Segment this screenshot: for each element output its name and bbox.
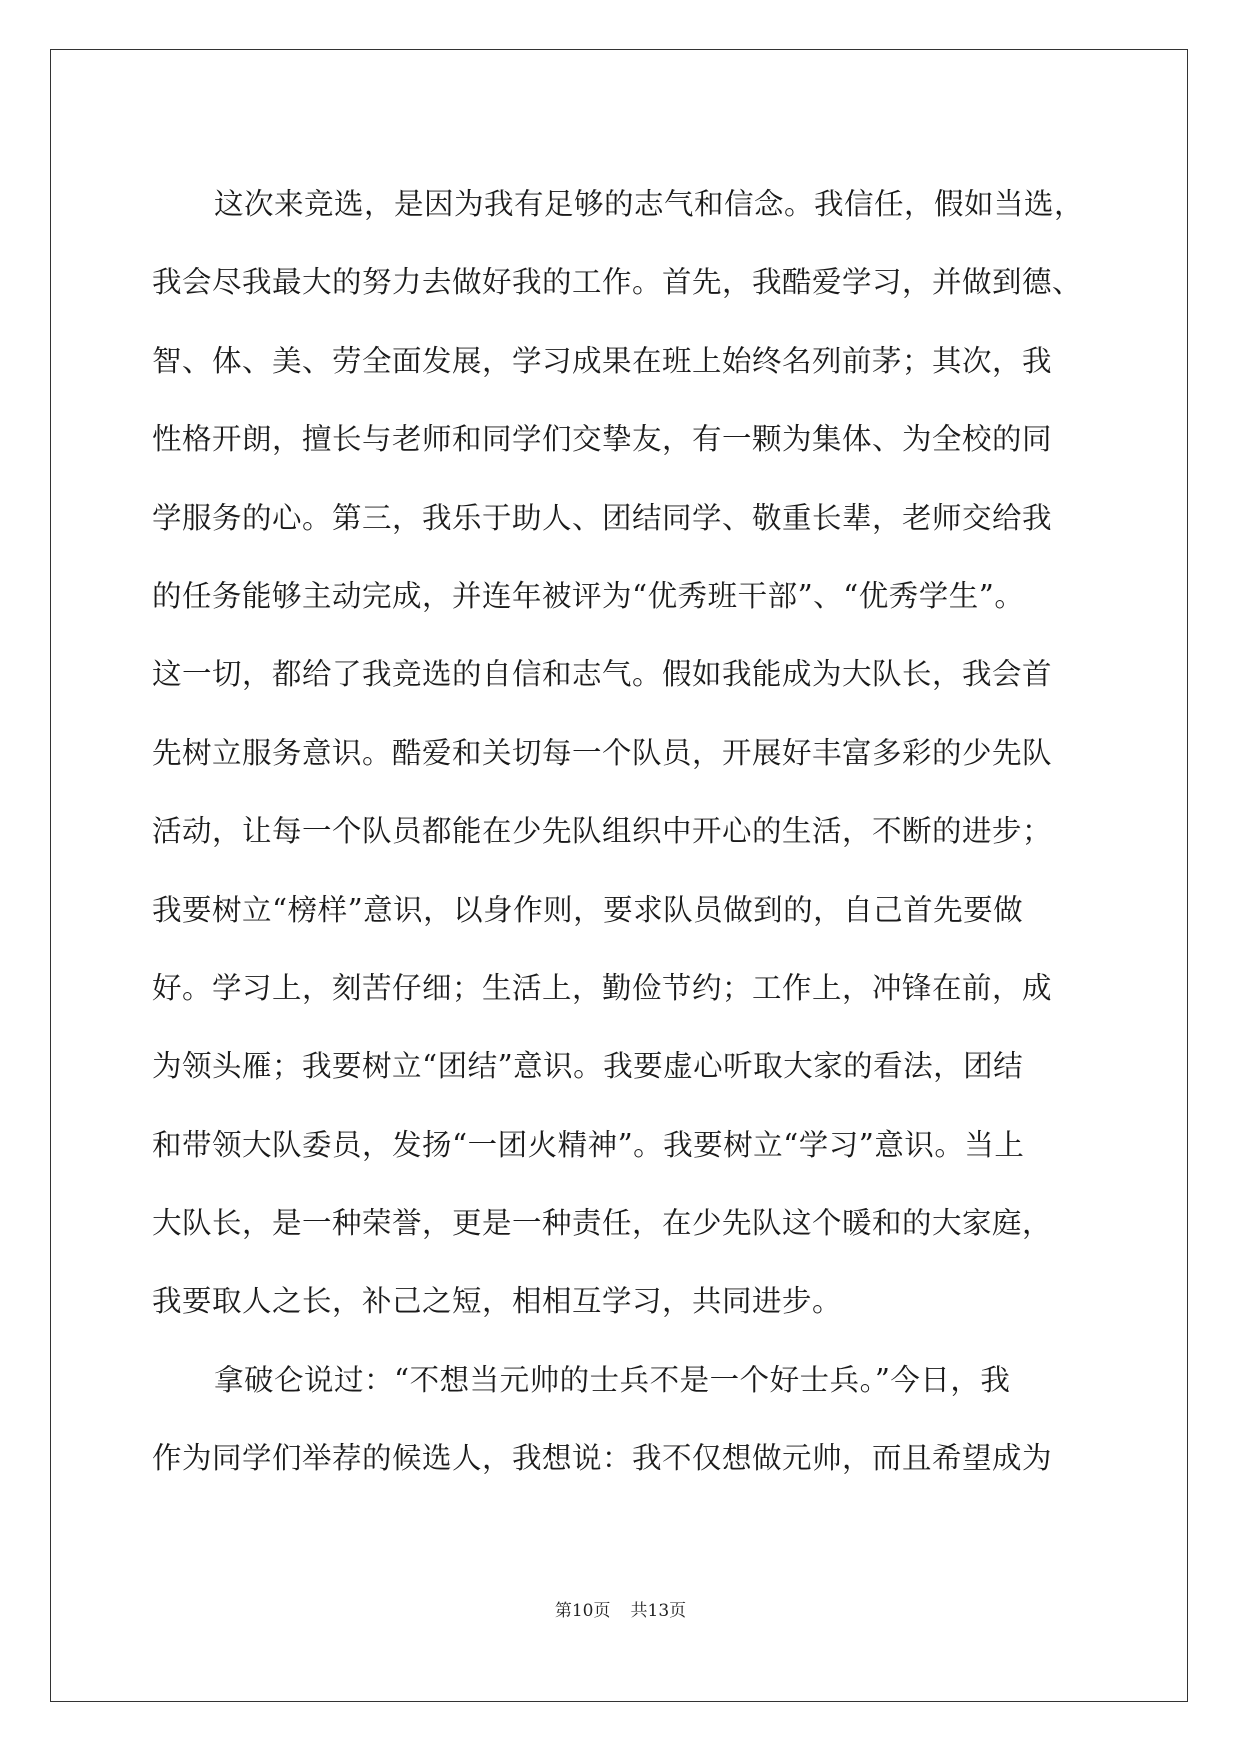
paragraph-line: 为领头雁；我要树立“团结”意识。我要虚心听取大家的看法，团结	[152, 1049, 1024, 1084]
document-body	[152, 165, 1102, 1498]
paragraph-line: 先树立服务意识。酷爱和关切每一个队员，开展好丰富多彩的少先队	[152, 735, 1053, 770]
paragraph-line: 我要树立“榜样”意识，以身作则，要求队员做到的，自己首先要做	[152, 892, 1024, 927]
page-number: 第10页	[554, 1601, 611, 1621]
paragraph-line: 我要取人之长，补己之短，相相互学习，共同进步。	[152, 1284, 843, 1319]
paragraph-line: 活动，让每一个队员都能在少先队组织中开心的生活，不断的进步；	[152, 814, 1053, 849]
paragraph-line: 性格开朗，擅长与老师和同学们交挚友，有一颗为集体、为全校的同	[152, 422, 1053, 457]
page-total: 共13页	[630, 1601, 687, 1621]
paragraph-line: 大队长，是一种荣誉，更是一种责任，在少先队这个暖和的大家庭，	[152, 1206, 1053, 1241]
paragraph-line: 学服务的心。第三，我乐于助人、团结同学、敬重长辈，老师交给我	[152, 500, 1053, 535]
paragraph-line: 智、体、美、劳全面发展，学习成果在班上始终名列前茅；其次，我	[152, 343, 1053, 378]
paragraph-line: 这一切，都给了我竞选的自信和志气。假如我能成为大队长，我会首	[152, 657, 1053, 692]
page-footer	[0, 1596, 1241, 1621]
paragraph-line: 好。学习上，刻苦仔细；生活上，勤俭节约；工作上，冲锋在前，成	[152, 970, 1053, 1005]
paragraph-line: 拿破仑说过：“不想当元帅的士兵不是一个好士兵。”今日，我	[214, 1362, 1011, 1397]
paragraph-line: 这次来竞选，是因为我有足够的志气和信念。我信任，假如当选，	[214, 187, 1085, 221]
paragraph-line: 作为同学们举荐的候选人，我想说：我不仅想做元帅，而且希望成为	[152, 1441, 1053, 1476]
paragraph-line: 的任务能够主动完成，并连年被评为“优秀班干部”、“优秀学生”。	[152, 578, 1025, 613]
paragraph-line: 和带领大队委员，发扬“一团火精神”。我要树立“学习”意识。当上	[152, 1127, 1025, 1162]
paragraph-line: 我会尽我最大的努力去做好我的工作。首先，我酷爱学习，并做到德、	[152, 265, 1083, 300]
